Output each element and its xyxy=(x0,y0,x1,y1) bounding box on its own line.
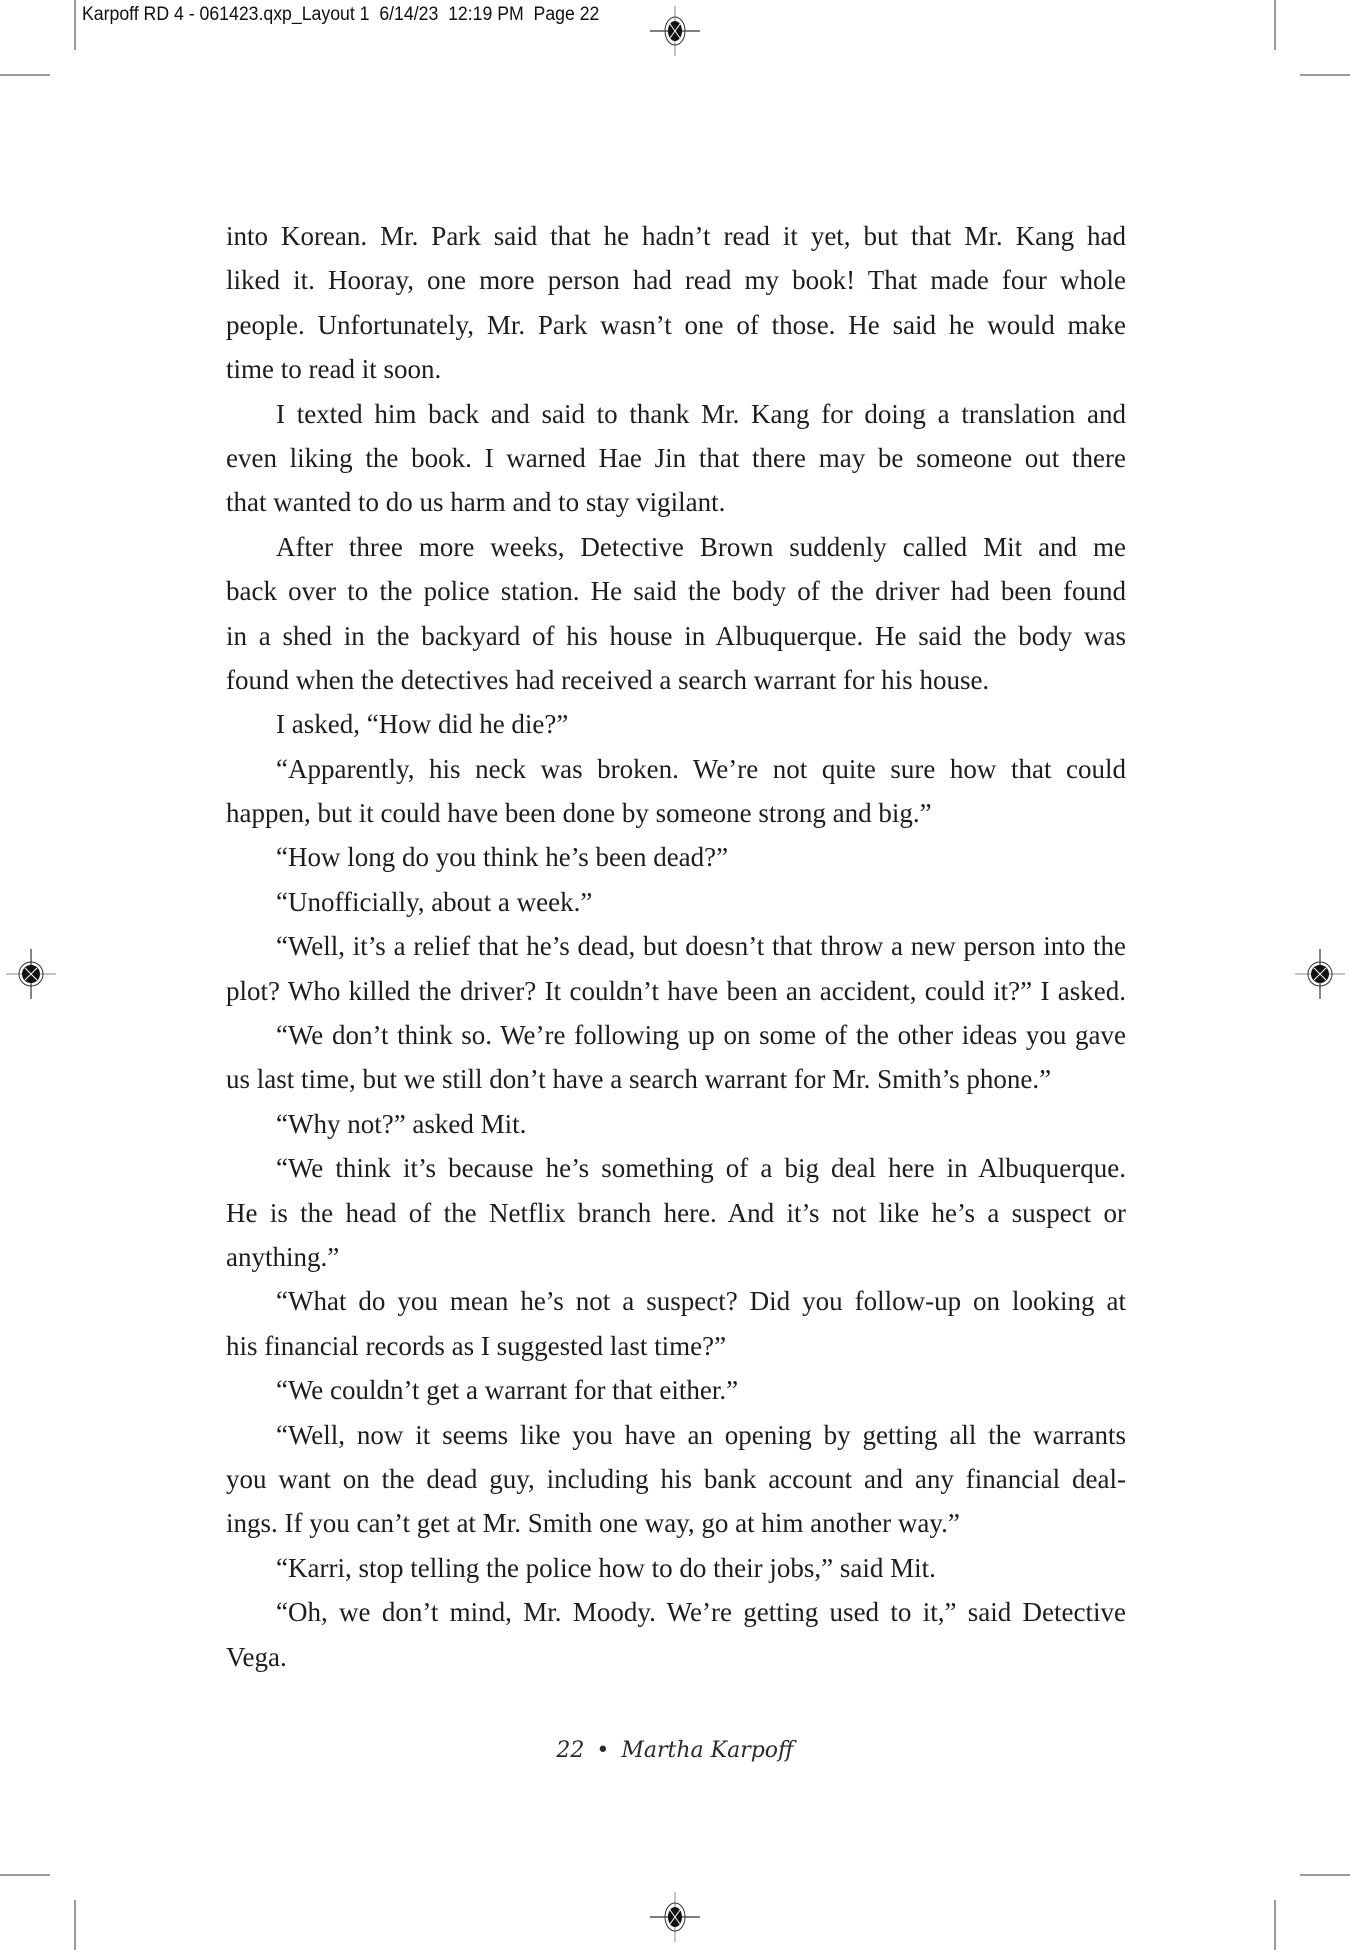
page-footer xyxy=(0,1738,1350,1763)
text-line: in a shed in the backyard of his house in Albuquerque. He said the body was xyxy=(226,620,1126,651)
crop-mark-bottom-left-vertical xyxy=(74,1900,76,1950)
text-line: He is the head of the Netflix branch here. And it’s not like he’s a suspect or xyxy=(226,1197,1126,1228)
crop-mark-bottom-right-horizontal xyxy=(1300,1874,1350,1876)
text-line: into Korean. Mr. Park said that he hadn’t read it yet, but that Mr. Kang had xyxy=(226,221,1126,251)
text-line: plot? Who killed the driver? It couldn’t have been an accident, could it?” I asked. xyxy=(226,975,1126,1006)
footer-separator: • xyxy=(596,1738,610,1763)
text-line: liked it. Hooray, one more person had read my book! That made four whole xyxy=(226,265,1126,296)
text-line: “Oh, we don’t mind, Mr. Moody. We’re getting used to it,” said Detective xyxy=(276,1597,1126,1628)
text-line: “We don’t think so. We’re following up on some of the other ideas you gave xyxy=(276,1020,1126,1051)
paragraph xyxy=(226,1368,1126,1412)
text-line: “What do you mean he’s not a suspect? Did you follow-up on looking at xyxy=(276,1286,1126,1317)
text-line: that wanted to do us harm and to stay vigilant. xyxy=(226,487,726,518)
text-line: time to read it soon. xyxy=(226,354,442,385)
text-line: found when the detectives had received a search warrant for his house. xyxy=(226,664,990,695)
paragraph xyxy=(226,747,1126,836)
paragraph xyxy=(226,1013,1126,1102)
crop-mark-bottom-left-horizontal xyxy=(0,1874,50,1876)
crop-mark-top-right-vertical xyxy=(1274,0,1276,50)
paragraph xyxy=(226,525,1126,703)
text-line: I texted him back and said to thank Mr. Kang for doing a translation and xyxy=(276,398,1126,429)
registration-mark-icon xyxy=(650,1892,700,1942)
text-line: “How long do you think he’s been dead?” xyxy=(276,842,729,873)
text-line: “Well, it’s a relief that he’s dead, but doesn’t that throw a new person into the xyxy=(276,931,1126,962)
text-line: After three more weeks, Detective Brown suddenly called Mit and me xyxy=(276,531,1126,562)
text-line: Vega. xyxy=(226,1641,287,1672)
paragraph xyxy=(226,1546,1126,1590)
paragraph xyxy=(226,214,1126,392)
crop-mark-top-right-horizontal xyxy=(1300,74,1350,76)
text-line: “We think it’s because he’s something of a big deal here in Albuquerque. xyxy=(276,1153,1126,1184)
text-line: happen, but it could have been done by someone strong and big.” xyxy=(226,798,932,829)
paragraph xyxy=(226,1590,1126,1679)
paragraph xyxy=(226,1146,1126,1279)
text-line: us last time, but we still don’t have a search warrant for Mr. Smith’s phone.” xyxy=(226,1064,1052,1095)
paragraph xyxy=(226,1413,1126,1546)
registration-mark-icon xyxy=(6,949,56,999)
text-line: “We couldn’t get a warrant for that either.” xyxy=(276,1375,739,1406)
author-name: Martha Karpoff xyxy=(621,1738,794,1763)
body-text xyxy=(226,214,1126,1679)
text-line: his financial records as I suggested last time?” xyxy=(226,1330,727,1361)
paragraph xyxy=(226,880,1126,924)
text-line: ings. If you can’t get at Mr. Smith one way, go at him another way.” xyxy=(226,1508,960,1539)
text-line: even liking the book. I warned Hae Jin that there may be someone out there xyxy=(226,442,1126,473)
paragraph xyxy=(226,924,1126,1013)
text-line: “Apparently, his neck was broken. We’re not quite sure how that could xyxy=(276,753,1126,784)
crop-mark-top-left-horizontal xyxy=(0,74,50,76)
registration-mark-icon xyxy=(1295,949,1345,999)
crop-mark-bottom-right-vertical xyxy=(1274,1900,1276,1950)
text-line: you want on the dead guy, including his bank account and any financial deal- xyxy=(226,1463,1126,1494)
text-line: “Why not?” asked Mit. xyxy=(276,1108,527,1139)
paragraph xyxy=(226,1279,1126,1368)
text-line: “Well, now it seems like you have an opening by getting all the warrants xyxy=(276,1419,1126,1450)
paragraph xyxy=(226,392,1126,525)
text-line: people. Unfortunately, Mr. Park wasn’t one of those. He said he would make xyxy=(226,309,1126,340)
print-slug-line: Karpoff RD 4 - 061423.qxp_Layout 1 6/14/23 12:19 PM Page 22 xyxy=(82,4,600,25)
paragraph xyxy=(226,835,1126,879)
text-line: anything.” xyxy=(226,1241,340,1272)
registration-mark-icon xyxy=(650,6,700,56)
text-line: I asked, “How did he die?” xyxy=(276,709,569,740)
text-line: “Unofficially, about a week.” xyxy=(276,886,593,917)
text-line: back over to the police station. He said the body of the driver had been found xyxy=(226,576,1126,607)
crop-mark-top-left-vertical xyxy=(74,0,76,50)
page-number: 22 xyxy=(556,1738,585,1763)
text-line: “Karri, stop telling the police how to do their jobs,” said Mit. xyxy=(276,1552,936,1583)
paragraph xyxy=(226,1102,1126,1146)
paragraph xyxy=(226,702,1126,746)
